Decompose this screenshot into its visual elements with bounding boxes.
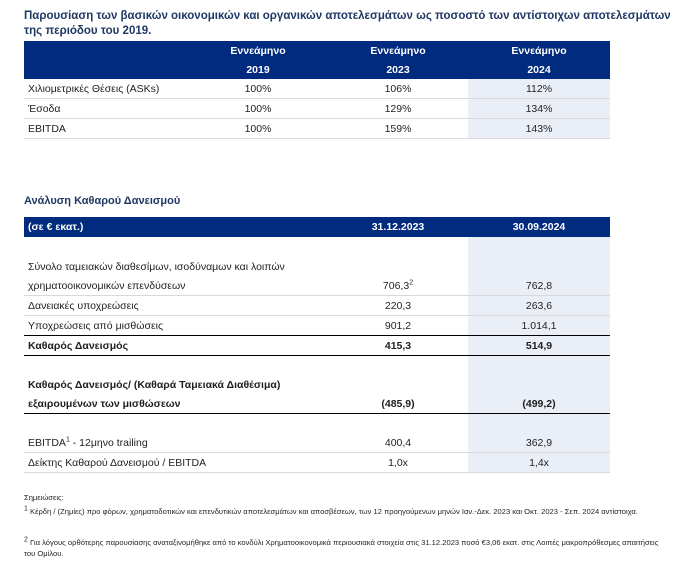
col-header-line1: Εννεάμηνο [468, 41, 610, 60]
cell-value: 901,2 [384, 319, 412, 332]
col-header-date: 31.12.2023 [328, 217, 468, 237]
cell-value: 129% [328, 99, 468, 119]
net-debt-title: Ανάλυση Καθαρού Δανεισμού [24, 195, 181, 207]
note-text: Για λόγους ορθότερης παρουσίασης αναταξινομήθηκε από το κονδύλι Χρηματοοικονομικά περιουσιακά στοιχεία στις 31.12.2023 ποσό €3,06 εκατ. στις Λοιπές μακροπρόθεσμες απαιτήσεις του Ομίλου. [24, 538, 659, 558]
table-row-total [24, 336, 610, 356]
table-row [24, 119, 610, 139]
row-label: EBITDA [28, 436, 66, 449]
row-label: Δείκτης Καθαρού Δανεισμού / EBITDA [24, 453, 328, 473]
row-label: χρηματοοικονομικών επενδύσεων [24, 276, 328, 296]
cell-value: 400,4 [328, 433, 468, 453]
net-debt-table [24, 217, 610, 473]
footnote-number: 2 [24, 536, 28, 544]
net-debt-table-header [24, 217, 610, 237]
cell-value: 143% [468, 119, 610, 139]
table-row [24, 316, 610, 336]
table-row [24, 276, 610, 296]
row-label: Χιλιομετρικές Θέσεις (ASKs) [24, 79, 188, 99]
cell-value: 100% [188, 119, 328, 139]
row-label: EBITDA [24, 119, 188, 139]
spacer-row [24, 356, 610, 376]
cell-value: 100% [188, 99, 328, 119]
cell-value: 134% [468, 99, 610, 119]
cell-value: 220,3 [328, 296, 468, 316]
cell-value: (499,2) [468, 394, 610, 414]
spacer-row [24, 237, 610, 257]
col-header-date: 30.09.2024 [468, 217, 610, 237]
footnote-ref: 2 [409, 279, 414, 286]
row-label: εξαιρουμένων των μισθώσεων [24, 394, 328, 414]
table-row [24, 394, 610, 414]
cell-value: 100% [188, 79, 328, 99]
cell-value: 1,4x [468, 453, 610, 473]
unit-label: (σε € εκατ.) [24, 217, 328, 237]
row-label: - 12μηνο trailing [69, 436, 148, 449]
cell-value: 263,6 [468, 296, 610, 316]
row-label: Δανειακές υποχρεώσεις [24, 296, 328, 316]
cell-value: 514,9 [468, 336, 610, 356]
performance-table [24, 41, 610, 139]
cell-value: 1.014,1 [468, 316, 610, 336]
cell-value: 1,0x [328, 453, 468, 473]
cell-value: (485,9) [328, 394, 468, 414]
row-label: Καθαρός Δανεισμός/ (Καθαρά Ταμειακά Διαθέσιμα) [28, 378, 281, 391]
row-label: Υποχρεώσεις από μισθώσεις [28, 319, 164, 332]
col-header-line1: Εννεάμηνο [188, 41, 328, 60]
cell-value: 706,3 [382, 279, 410, 292]
row-label: Καθαρός Δανεισμός [24, 336, 328, 356]
table-row [24, 257, 610, 276]
cell-value: 415,3 [328, 336, 468, 356]
col-header-year: 2023 [328, 60, 468, 79]
table-row [24, 433, 610, 453]
table-row [24, 375, 610, 394]
cell-value: 112% [468, 79, 610, 99]
spacer-row [24, 414, 610, 434]
table-row [24, 296, 610, 316]
cell-value: 106% [328, 79, 468, 99]
performance-table-header [24, 41, 610, 60]
page-heading: Παρουσίαση των βασικών οικονομικών και οργανικών αποτελεσμάτων ως ποσοστό των αντίστοιχων αποτελεσμάτων της περιόδου του 2019. [24, 10, 671, 37]
col-header-year: 2019 [188, 60, 328, 79]
footnote-number: 1 [24, 505, 28, 513]
row-label: Έσοδα [24, 99, 188, 119]
cell-value: 762,8 [468, 276, 610, 296]
cell-value: 159% [328, 119, 468, 139]
row-label: Σύνολο ταμειακών διαθεσίμων, ισοδύναμων και λοιπών [28, 260, 285, 273]
note-text: Κέρδη / (Ζημίες) προ φόρων, χρηματοδοτικών και επενδυτικών αποτελεσμάτων και αποσβέσεων, των 12 προηγούμενων μηνών Ιαν.-Δεκ. 2023 και Οκτ. 2023 - Σεπ. 2024 αντίστοιχα. [30, 507, 638, 516]
footnote-ref: 1 [65, 436, 70, 443]
table-row [24, 99, 610, 119]
notes-title: Σημειώσεις: [24, 493, 64, 502]
table-row [24, 79, 610, 99]
performance-table-header [24, 60, 610, 79]
note-2 [24, 537, 664, 559]
table-row [24, 453, 610, 473]
col-header-year: 2024 [468, 60, 610, 79]
note-1 [24, 506, 664, 517]
cell-value: 362,9 [468, 433, 610, 453]
col-header-line1: Εννεάμηνο [328, 41, 468, 60]
